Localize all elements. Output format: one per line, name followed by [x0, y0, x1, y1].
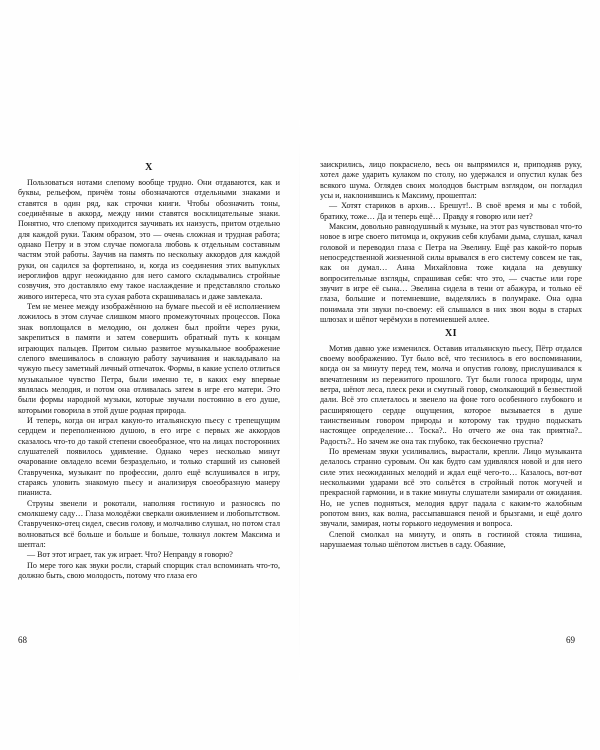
- paragraph: Мотив давно уже изменился. Оставив итальянскую пьесу, Пётр отдался своему воображению. Тут было всё, что теснилось в его воспоминании, когда он за минуту перед тем, молча и опустив голову, прислушивался к впечатлениям из пережитого прошлого. Тут были голоса природы, шум ветра, шёпот леса, плеск реки и смутный говор, смолкающий в безвестной дали. Всё это сплеталось и звенело на фоне того особенного глубокого и расширяющего сердце ощущения, которое вызывается в душе таинственным говором природы и которому так трудно подыскать настоящее определение… Тоска?.. Но отчего же она так приятна?.. Радость?.. Но зачем же она так глубоко, так бесконечно грустна?: [320, 343, 582, 446]
- chapter-heading: XI: [444, 327, 458, 339]
- right-page: [320, 160, 582, 630]
- paragraph: Струны звенели и рокотали, наполняя гостиную и разносясь по смолкшему саду… Глаза молодёжи сверкали оживлением и любопытством. Ставрученко-отец сидел, свесив голову, и молчаливо слушал, но потом стал волноваться всё больше и больше и больше, толкнул локтем Максима и шептал:: [18, 498, 280, 550]
- paragraph: — Вот этот играет, так уж играет. Что? Неправду я говорю?: [27, 550, 233, 560]
- paragraph: По мере того как звуки росли, старый спорщик стал вспоминать что-то, должно быть, свою молодость, потому что глаза его: [18, 560, 280, 581]
- paragraph: По временам звуки усиливались, вырастали, крепли. Лицо музыканта делалось странно суровым. Он как будто сам удивлялся новой и для него силе этих неожиданных мелодий и ждал ещё чего-то… Казалось, вот-вот несколькими ударами всё это сольётся в стройный поток могучей и прекрасной гармонии, и в такие минуты слушатели замирали от ожидания. Но, не успев подняться, мелодия вдруг падала с каким-то жалобным ропотом вниз, как волна, рассыпавшаяся пеной и брызгами, и ещё долго звучали, замирая, ноты горького недоумения и вопроса.: [320, 446, 582, 529]
- paragraph: Пользоваться нотами слепому вообще трудно. Они отдаваются, как и буквы, рельефом, причём тоны обозначаются отдельными знаками и ставятся в один ряд, как строчки книги. Чтобы обозначить тоны, соединённые в аккорд, между ними ставятся восклицательные знаки. Понятно, что слепому приходится заучивать их наизусть, притом отдельно для каждой руки. Таким образом, это — очень сложная и трудная работа; однако Петру и в этом случае помогала любовь к отдельным составным частям этой работы. Заучив на память по нескольку аккордов для каждой руки, он садился за фортепиано, и, когда из соединения этих выпуклых иероглифов вдруг неожиданно для него самого складывались стройные созвучия, это доставляло ему такое наслаждение и представляло столько живого интереса, что эта сухая работа скрашивалась и даже завлекала.: [18, 178, 280, 301]
- paragraph: Слепой смолкал на минуту, и опять в гостиной стояла тишина, нарушаемая только шёпотом листьев в саду. Обаяние,: [320, 529, 582, 550]
- paragraph: Максим, довольно равнодушный к музыке, на этот раз чувствовал что-то новое в игре своего питомца и, окружив себя клубами дыма, слушал, качал головой и переводил глаза с Петра на Эвелину. Ещё раз какой-то порыв непосредственной жизненной силы врывался в его систему совсем не так, как он думал… Анна Михайловна тоже кидала на девушку вопросительные взгляды, спрашивая себя: что это, — счастье или горе звучит в игре её сына… Эвелина сидела в тени от абажура, и только её глаза, большие и потемневшие, выделялись в полумраке. Она одна понимала эти звуки по-своему: ей слышался в них звон воды в старых шлюзах и шёпот черёмухи в потемневшей аллее.: [320, 222, 582, 325]
- page-number: 68: [18, 635, 27, 645]
- paragraph: И теперь, когда он играл какую-то итальянскую пьесу с трепещущим сердцем и переполненною душою, в его игре с первых же аккордов сказалось что-то до такой степени своеобразное, что на лицах посторонних слушателей появилось удивление. Однако через несколько минут очарование овладело всеми безраздельно, и только старший из сыновей Ставрученка, музыкант по профессии, долго ещё вслушивался в игру, стараясь уловить знакомую пьесу и анализируя своеобразную манеру пианиста.: [18, 415, 280, 498]
- paragraph: Тем не менее между изображённою на бумаге пьесой и её исполнением ложилось в этом случае слишком много промежуточных процессов. Пока знак воплощался в мелодию, он должен был пройти через руки, закрепиться в памяти и затем совершить обратный путь к концам играющих пальцев. Притом сильно развитое музыкальное воображение слепого вмешивалось в сложную работу заучивания и накладывало на чужую пьесу заметный личный отпечаток. Формы, в какие успело отлиться музыкальное чувство Петра, были именно те, в каких ему впервые являлась мелодия, и потом она отливалась затем в игре его матери. Это были формы народной музыки, которые звучали постоянно в его душе, которыми говорила в этой душе родная природа.: [18, 302, 280, 415]
- left-page: [18, 160, 280, 630]
- paragraph: — Хотят стариков в архив… Брешут!.. В своё время и мы с тобой, братику, тоже… Да и теперь ещё… Правду я говорю или нет?: [320, 201, 582, 221]
- page-number: 69: [566, 635, 575, 645]
- chapter-heading: X: [145, 162, 153, 173]
- page-gutter: [299, 120, 300, 680]
- paragraph: заискрились, лицо покраснело, весь он выпрямился и, приподняв руку, хотел даже ударить кулаком по столу, но удержался и опустил кулак без всякого шума. Оглядев своих молодцов быстрым взглядом, он погладил усы и, наклонившись к Максиму, прошептал:: [320, 160, 582, 201]
